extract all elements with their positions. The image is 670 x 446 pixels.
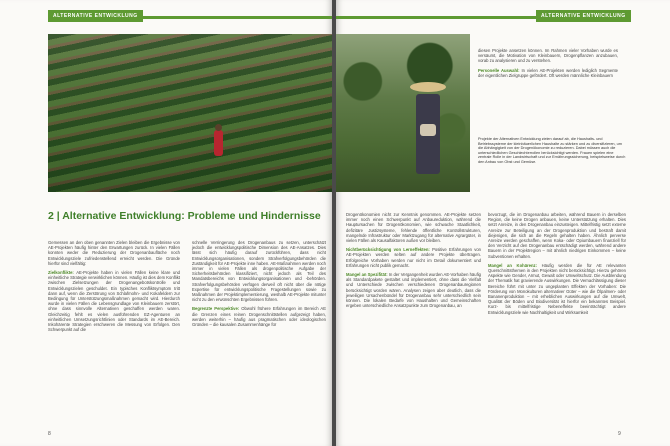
paragraph-strategy: schnelle Verringerung des Drogenanbaus zu setzen, unterschätzt jedoch die entwicklungspolitische Dimension des AE-Ansatzes. Dies lässt sich häufig darauf zurückführen, dass nicht Entwicklungsorganisationen, sondern Strafverfolgungsbehörden die Zuständigkeit für AE-Projekte inne haben. AE-Maßnahmen werden noch immer in vielen Fällen als drogenpolitische Aufgabe der Sicherheitsbehörden klassifiziert, nicht jedoch als Teil des Mandatsbereichs von Entwicklungsorganisationen und -behörden. Strafverfolgungsbehörden verfügen derweil oft nicht über die nötige Expertise für entwicklungspolitische Fragestellungen sowie zu Maßnahmen der Projektimplementierung, weshalb AE-Projekte mitunter nicht zu den erwünschten Ergebnissen führen. bbox=[192, 240, 326, 303]
paragraph-zielkonflikte: Zielkonflikte: AE-Projekte haben in vielen Fällen keine klare und einheitliche Strategie verwirklichen können. Häufig ist dies dem Konflikt zwischen Zielsetzungen der Drogenangebotskontrolle und Entwicklungszielen geschuldet. Ein typisches Konfliktsymptom tritt dann auf, wenn die Zerstörung von Schlafmohn- und Kokafeldern zur Bedingung für Unterstützungsmaßnahmen gemacht wird. Hierdurch wurde in vielen Fällen die Lebensgrundlage von Kleinbauern zerstört, ohne dass sinnvolle Alternativen geschaffen werden waren. Gleichzeitig fehlt es vielen ausführenden EZ-Agenturen an einheitlichen Umsetzungsrichtlinien oder Standards im AE-Bereich. Inkohärente Strategien erschweren die Messung von Erfolgen. Den Schwerpunkt auf die bbox=[48, 270, 180, 333]
right-page bbox=[336, 0, 670, 446]
paragraph-begrenzte-perspektive: Begrenzte Perspektive: Obwohl frühere Erfahrungen im Bereich AE die Grenzen eines reinen Drogenschnittstellen aufgezeigt haben, werden weiterhin – häufig aus pragmatischen oder ideologischen Gründen – die kausalen Zusammenhänge für bbox=[192, 306, 326, 328]
left-column-2 bbox=[192, 240, 326, 331]
paragraph-motivation: diesen Projekte ansetzen können. Im Rahmen vieler Vorhaben wurde es versäumt, die Motivation von Kleinbauern, Drogenpflanzen anzubauen, vorab zu analysieren und zu verstehen. bbox=[478, 48, 618, 64]
woman-bag bbox=[420, 124, 436, 136]
header-tag-left: ALTERNATIVE ENTWICKLUNG bbox=[48, 10, 143, 22]
photo-caption: Projekte der Alternativen Entwicklung zielen darauf ab, die Haushalts- und Betriebssysteme der kleinbäuerlichen Haushalte zu stärken und zu diversifizieren, um die Abhängigkeit von der Drogenökonomie zu reduzieren. Dabei müssen auch die unterschiedlichen Geschlechterrollen berücksichtigt werden. Frauen spielen eine zentrale Rolle in der Landwirtschaft und zur Ernährungssicherung, beispielsweise durch den Anbau von Obst und Gemüse. bbox=[478, 137, 626, 164]
right-column bbox=[488, 212, 626, 319]
header-tag-right: ALTERNATIVE ENTWICKLUNG bbox=[536, 10, 631, 22]
farmer-figure bbox=[214, 130, 223, 156]
paragraph-spezifitaet: Mangel an Spezifität: In der Vergangenheit wurden AE-Vorhaben häufig als Standardpakete gestaltet und implementiert, ohne dass die Vielfalt und Unterschiede zwischen verschiedenen Drogenanbauregionen berücksichtigt worden wären. Analysen zeigen aber deutlich, dass die jeweiligen Ursachenbündel für Drogenanbau sehr unterschiedlich sein können. Die lokalen Bedarfe von Haushalten und Gemeinschaften ergeben unterschiedliche Ansatzpunkte zum Drogenanbau, an bbox=[346, 272, 482, 309]
farmer-head bbox=[215, 124, 222, 131]
right-top-column bbox=[478, 48, 618, 82]
middle-column bbox=[346, 212, 481, 312]
paragraph-personelle-auswahl: Personelle Auswahl: In vielen AE-Projekten werden lediglich Segmente der eigentlichen Zielgruppe gefördert. Oft werden männliche Kleinbauern bbox=[478, 67, 618, 78]
forest-photo-image bbox=[336, 34, 470, 192]
paragraph-intro: Gemessen an den oben genannten Zielen bleiben die Ergebnisse von AE-Projekten häufig hinter den Erwartungen zurück. In vielen Fällen konnten weder die Reduzierung der Drogenanbaufläche noch Entwicklungsziele zufriedenstellend erreicht werden. Die Gründe hierfür sind vielfältig: bbox=[48, 240, 180, 266]
page-number-right: 9 bbox=[618, 431, 621, 437]
left-page bbox=[0, 0, 332, 446]
paragraph-anreize: bevorzugt, die im Drogenanbau arbeiten, während Bauern in derselben Region, die keine Drogen anbauen, keine Unterstützung erhalten. Dies setzt Anreize, in den Drogenanbau einzusteigen. Mittelfristig setzt externe Anreize zur Beteiligung an der Drogenproduktion und bestraft damit diejenigen, die sich an die Regeln gehalten haben. Ähnlich perverse Anreize werden geschaffen, wenn Koka- oder Opiumbauern finanziell für den Verzicht auf den Drogenanbau entschädigt werden, während andere Bauern in der Projektregion – mit ähnlich niedrigen Einkommen – keine Subventionen erhalten. bbox=[488, 212, 626, 259]
woman-hat bbox=[410, 82, 446, 92]
paragraph-kohaerenz: Mangel an Kohärenz: Häufig werden die für AE relevanten Querschnittsthemen in den Projekten nicht berücksichtigt. Hierzu gehören Aspekte wie Gender, Armut, Gewalt oder Umweltschutz. Die Ausblendung der Thematik hat gravierende Auswirkungen. Die Vernachlässigung dieser Bereiche führt mit unter zu ungeplanten Effekten der Vorhaben: Die Förderung von Monokulturen alternativer Güter – wie die Ölpalmen- oder Bananenproduktion – mit erheblichen Auswirkungen auf die Umwelt, Qualität der Böden und Biodiversität ist hierfür ein bekanntes Beispiel. Kurz- bis mittelfristige Nebeneffekte beeinträchtigt andere Entwicklungsziele wie Nachhaltigkeit und Wirksamkeit bbox=[488, 262, 626, 315]
forest-photo bbox=[336, 34, 470, 192]
field-photo bbox=[48, 34, 332, 192]
left-column-1 bbox=[48, 240, 180, 336]
field-photo-image bbox=[48, 34, 332, 192]
paragraph-lerneffekte: Nichtberücksichtigung von Lerneffekten: Positive Erfahrungen von AE-Projekten werden selten auf andere Projekte übertragen. Erfolgreiche Vorhaben werden nur nicht im Detail dokumentiert und Erfahrungen nicht publik gemacht. bbox=[346, 247, 482, 268]
section-title: 2 | Alternative Entwicklung: Probleme und Hindernisse bbox=[48, 210, 321, 222]
page-number-left: 8 bbox=[48, 431, 51, 437]
paragraph-drogenoekonomien: Drogenökonomien nicht zur Kenntnis genommen. AE-Projekte setzen immer noch einen Schwerpunkt auf Anbaureduktion, während die Hauptursachen für Drogenökonomien, wie schwache Staatlichkeit, defizitäre Justizsysteme, fehlende öffentliche Kontrollstrukturen, mangelnde Infrastruktur oder Marktzugang für alternative Agrargüter, in vielen Fällen als Kausalfaktoren außen vor bleiben. bbox=[346, 212, 481, 244]
